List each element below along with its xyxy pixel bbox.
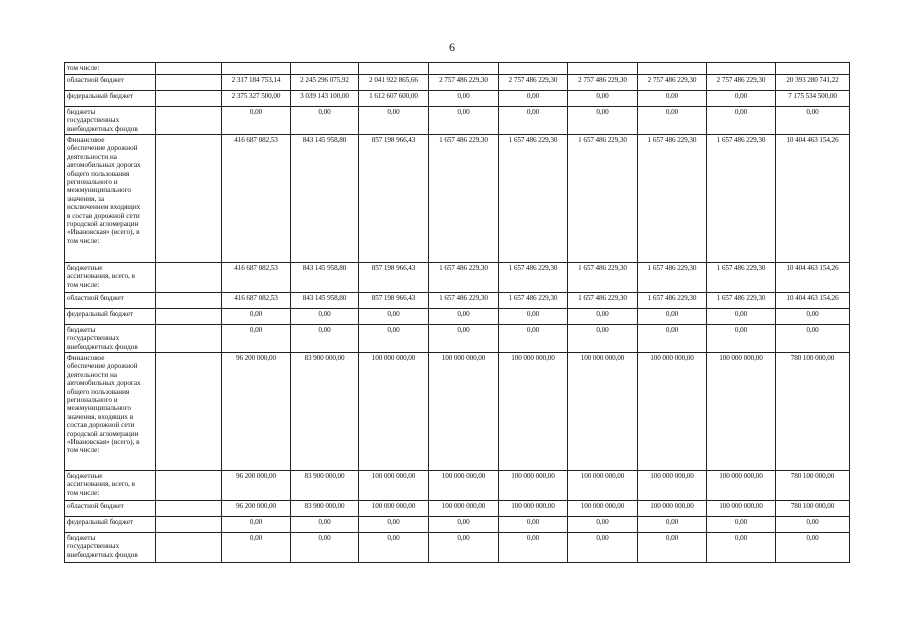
value-cell: 0,00 (222, 325, 291, 353)
value-cell: 96 200 000,00 (222, 501, 291, 517)
value-cell: 100 000 000,00 (707, 471, 776, 501)
empty-cell (156, 293, 222, 309)
value-cell: 1 657 486 229,30 (568, 263, 638, 293)
empty-cell (156, 533, 222, 563)
row-label: областной бюджет (67, 76, 124, 84)
value-cell: 100 000 000,00 (638, 353, 707, 471)
row-label-cell (65, 533, 156, 563)
value-cell (429, 63, 499, 75)
value-cell: 0,00 (707, 533, 776, 563)
value-cell: 0,00 (707, 107, 776, 135)
value-cell: 1 657 486 229,30 (707, 263, 776, 293)
value-cell: 0,00 (499, 309, 568, 325)
value-cell: 0,00 (499, 91, 568, 107)
value-cell: 857 198 966,43 (359, 293, 429, 309)
value-cell: 0,00 (499, 533, 568, 563)
value-cell: 0,00 (776, 309, 850, 325)
empty-cell (156, 325, 222, 353)
table-row (65, 263, 850, 293)
row-label: Финансовое обеспечение дорожной деятельности на автомобильных дорогах общего пользования регионального и межмуниципального значения, входящих в состав дорожной сети городской агломерации «Ивановская» (всего), в том числе: (67, 354, 141, 455)
value-cell: 416 687 082,53 (222, 135, 291, 263)
value-cell: 0,00 (776, 107, 850, 135)
value-cell: 843 145 958,80 (291, 135, 359, 263)
value-cell: 1 657 486 229,30 (707, 293, 776, 309)
value-cell: 0,00 (707, 325, 776, 353)
value-cell: 2 245 296 075,92 (291, 75, 359, 91)
value-cell: 0,00 (638, 309, 707, 325)
value-cell: 1 657 486 229,30 (568, 135, 638, 263)
row-label: бюджеты государственных внебюджетных фондов (67, 108, 138, 133)
row-label: федеральный бюджет (67, 518, 134, 526)
value-cell (568, 63, 638, 75)
empty-cell (156, 63, 222, 75)
table-row (65, 91, 850, 107)
value-cell: 0,00 (429, 325, 499, 353)
value-cell: 0,00 (291, 107, 359, 135)
value-cell: 0,00 (222, 107, 291, 135)
value-cell: 100 000 000,00 (359, 471, 429, 501)
value-cell: 780 100 000,00 (776, 501, 850, 517)
value-cell: 3 039 143 100,00 (291, 91, 359, 107)
value-cell: 0,00 (429, 107, 499, 135)
row-label-cell (65, 107, 156, 135)
row-label: бюджетные ассигнования, всего, в том числе: (67, 472, 136, 497)
value-cell: 1 657 486 229,30 (499, 135, 568, 263)
row-label: бюджетные ассигнования, всего, в том числе: (67, 264, 136, 289)
value-cell: 100 000 000,00 (429, 501, 499, 517)
row-label-cell (65, 63, 156, 75)
value-cell: 0,00 (707, 91, 776, 107)
row-label-cell (65, 309, 156, 325)
table-row (65, 75, 850, 91)
table-row (65, 533, 850, 563)
value-cell: 0,00 (359, 533, 429, 563)
row-label-cell (65, 471, 156, 501)
value-cell: 100 000 000,00 (429, 471, 499, 501)
empty-cell (156, 353, 222, 471)
value-cell: 843 145 958,80 (291, 263, 359, 293)
empty-cell (156, 135, 222, 263)
value-cell: 0,00 (499, 325, 568, 353)
table-row (65, 309, 850, 325)
table-row (65, 471, 850, 501)
row-label: федеральный бюджет (67, 92, 134, 100)
value-cell: 0,00 (359, 517, 429, 533)
value-cell: 100 000 000,00 (499, 501, 568, 517)
value-cell: 83 900 000,00 (291, 501, 359, 517)
value-cell: 1 657 486 229,30 (429, 135, 499, 263)
value-cell: 2 757 486 229,30 (707, 75, 776, 91)
value-cell: 1 657 486 229,30 (429, 293, 499, 309)
row-label: Финансовое обеспечение дорожной деятельности на автомобильных дорогах общего пользования регионального и межмуниципального значения, за исключением входящих в состав дорожной сети городской агломерации «Ивановская» (всего), в том числе: (67, 136, 141, 245)
row-label: том числе: (67, 64, 100, 72)
table-row (65, 353, 850, 471)
row-label-cell (65, 263, 156, 293)
value-cell: 0,00 (429, 533, 499, 563)
row-label-cell (65, 135, 156, 263)
value-cell: 0,00 (429, 91, 499, 107)
empty-cell (156, 517, 222, 533)
empty-cell (156, 309, 222, 325)
value-cell: 0,00 (707, 517, 776, 533)
value-cell: 0,00 (222, 517, 291, 533)
value-cell: 843 145 958,80 (291, 293, 359, 309)
value-cell: 0,00 (291, 325, 359, 353)
value-cell: 0,00 (359, 107, 429, 135)
value-cell: 0,00 (568, 91, 638, 107)
table-row (65, 293, 850, 309)
row-label-cell (65, 325, 156, 353)
row-label: бюджеты государственных внебюджетных фондов (67, 534, 138, 559)
page-number: 6 (449, 40, 455, 54)
value-cell: 100 000 000,00 (359, 353, 429, 471)
value-cell: 2 757 486 229,30 (499, 75, 568, 91)
value-cell: 1 657 486 229,30 (638, 263, 707, 293)
value-cell: 2 041 922 865,66 (359, 75, 429, 91)
value-cell: 0,00 (359, 309, 429, 325)
value-cell: 2 757 486 229,30 (568, 75, 638, 91)
value-cell: 0,00 (776, 533, 850, 563)
row-label-cell (65, 517, 156, 533)
value-cell: 0,00 (776, 325, 850, 353)
value-cell: 1 657 486 229,30 (429, 263, 499, 293)
budget-table-body (65, 63, 850, 563)
value-cell: 857 198 966,43 (359, 263, 429, 293)
value-cell: 0,00 (429, 309, 499, 325)
value-cell: 0,00 (568, 517, 638, 533)
value-cell: 0,00 (568, 533, 638, 563)
value-cell: 780 100 000,00 (776, 353, 850, 471)
empty-cell (156, 501, 222, 517)
row-label-cell (65, 501, 156, 517)
value-cell: 83 900 000,00 (291, 471, 359, 501)
row-label: федеральный бюджет (67, 310, 134, 318)
row-label-cell (65, 75, 156, 91)
value-cell: 100 000 000,00 (638, 501, 707, 517)
value-cell: 0,00 (222, 309, 291, 325)
value-cell: 0,00 (568, 107, 638, 135)
value-cell: 0,00 (359, 325, 429, 353)
value-cell: 1 657 486 229,30 (568, 293, 638, 309)
value-cell: 0,00 (638, 533, 707, 563)
empty-cell (156, 471, 222, 501)
value-cell (776, 63, 850, 75)
value-cell: 1 657 486 229,30 (638, 135, 707, 263)
row-label-cell (65, 293, 156, 309)
value-cell (291, 63, 359, 75)
row-label: областной бюджет (67, 294, 124, 302)
table-row (65, 325, 850, 353)
value-cell: 857 198 966,43 (359, 135, 429, 263)
value-cell: 1 657 486 229,30 (638, 293, 707, 309)
value-cell: 2 757 486 229,30 (638, 75, 707, 91)
value-cell: 100 000 000,00 (568, 353, 638, 471)
value-cell: 0,00 (291, 517, 359, 533)
value-cell: 100 000 000,00 (568, 471, 638, 501)
value-cell: 96 200 000,00 (222, 353, 291, 471)
value-cell: 10 404 463 154,26 (776, 293, 850, 309)
value-cell: 0,00 (776, 517, 850, 533)
value-cell: 0,00 (291, 309, 359, 325)
value-cell: 0,00 (638, 107, 707, 135)
value-cell: 100 000 000,00 (499, 471, 568, 501)
value-cell: 0,00 (707, 309, 776, 325)
empty-cell (156, 75, 222, 91)
value-cell: 0,00 (222, 533, 291, 563)
value-cell: 0,00 (568, 325, 638, 353)
value-cell (707, 63, 776, 75)
value-cell: 100 000 000,00 (429, 353, 499, 471)
value-cell: 2 375 327 500,00 (222, 91, 291, 107)
value-cell: 1 657 486 229,30 (707, 135, 776, 263)
value-cell: 100 000 000,00 (568, 501, 638, 517)
value-cell (222, 63, 291, 75)
budget-table (64, 62, 850, 563)
value-cell: 0,00 (638, 325, 707, 353)
value-cell: 100 000 000,00 (499, 353, 568, 471)
value-cell: 96 200 000,00 (222, 471, 291, 501)
table-row (65, 63, 850, 75)
value-cell: 0,00 (429, 517, 499, 533)
value-cell: 780 100 000,00 (776, 471, 850, 501)
value-cell: 7 175 534 500,00 (776, 91, 850, 107)
value-cell: 83 900 000,00 (291, 353, 359, 471)
empty-cell (156, 107, 222, 135)
value-cell: 0,00 (638, 91, 707, 107)
value-cell (499, 63, 568, 75)
table-row (65, 517, 850, 533)
row-label: областной бюджет (67, 502, 124, 510)
value-cell: 1 657 486 229,30 (499, 293, 568, 309)
value-cell: 416 687 082,53 (222, 263, 291, 293)
value-cell: 0,00 (568, 309, 638, 325)
empty-cell (156, 263, 222, 293)
value-cell: 100 000 000,00 (707, 501, 776, 517)
value-cell: 0,00 (638, 517, 707, 533)
value-cell: 100 000 000,00 (638, 471, 707, 501)
table-row (65, 501, 850, 517)
row-label-cell (65, 91, 156, 107)
value-cell: 1 612 607 600,00 (359, 91, 429, 107)
value-cell: 10 404 463 154,26 (776, 135, 850, 263)
value-cell: 1 657 486 229,30 (499, 263, 568, 293)
row-label-cell (65, 353, 156, 471)
table-row (65, 135, 850, 263)
table-row (65, 107, 850, 135)
value-cell: 2 317 184 753,14 (222, 75, 291, 91)
value-cell (359, 63, 429, 75)
value-cell: 10 404 463 154,26 (776, 263, 850, 293)
value-cell: 0,00 (499, 107, 568, 135)
value-cell: 20 393 280 741,22 (776, 75, 850, 91)
row-label: бюджеты государственных внебюджетных фондов (67, 326, 138, 351)
value-cell: 100 000 000,00 (707, 353, 776, 471)
value-cell: 0,00 (291, 533, 359, 563)
value-cell: 0,00 (499, 517, 568, 533)
empty-cell (156, 91, 222, 107)
value-cell: 416 687 082,53 (222, 293, 291, 309)
value-cell (638, 63, 707, 75)
value-cell: 100 000 000,00 (359, 501, 429, 517)
value-cell: 2 757 486 229,30 (429, 75, 499, 91)
